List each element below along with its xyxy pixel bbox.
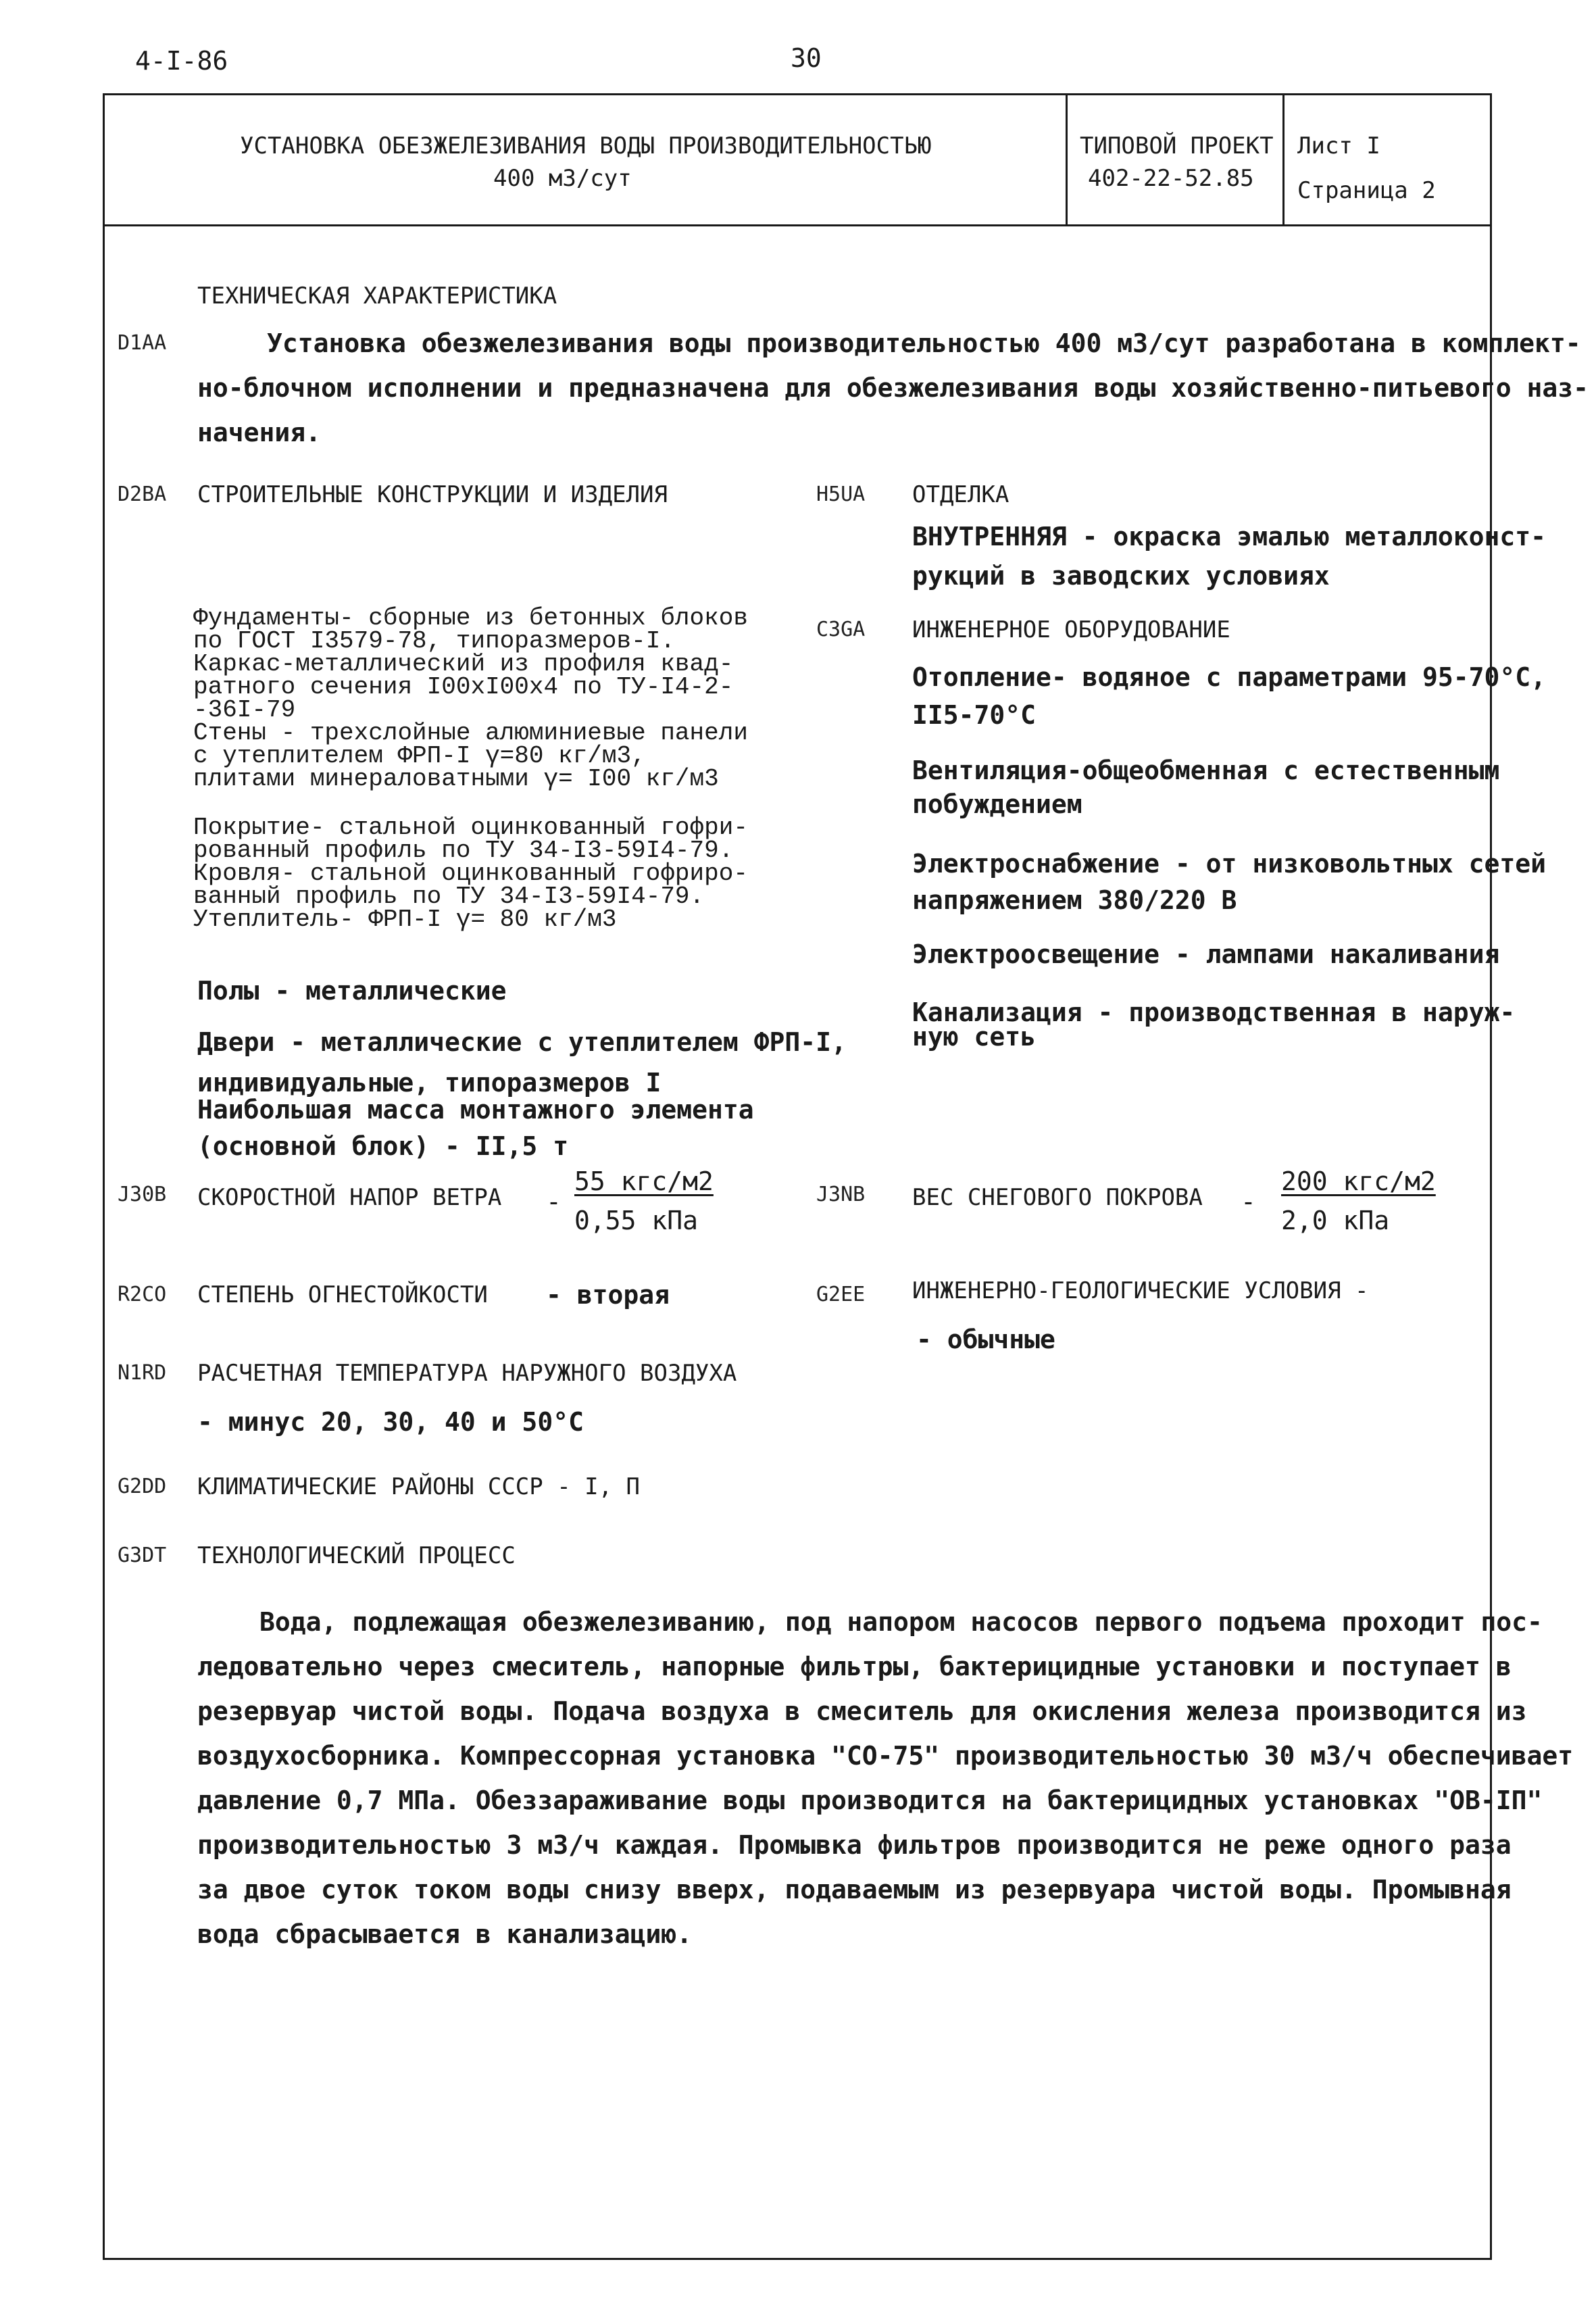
- process-line: ледовательно через смеситель, напорные фильтры, бактерицидные установки и поступает в: [197, 1652, 1512, 1681]
- sewer-line-1: Канализация - производственная в наруж-: [912, 998, 1516, 1027]
- climate-label: КЛИМАТИЧЕСКИЕ РАЙОНЫ СССР - I, П: [197, 1473, 641, 1500]
- geology-value: - обычные: [916, 1325, 1055, 1354]
- heating-line-2: II5-70°С: [912, 700, 1037, 730]
- constructions-line: Фундаменты- сборные из бетонных блоков: [193, 604, 748, 632]
- code-j30b: J30B: [118, 1183, 167, 1206]
- title-line-2: 400 м3/сут: [493, 165, 632, 192]
- constructions-line: -36I-79: [193, 696, 296, 724]
- constructions-line: Утеплитель- ФРП-I γ= 80 кг/м3: [193, 906, 617, 933]
- power-line-1: Электроснабжение - от низковольтных сетей: [912, 849, 1546, 879]
- wind-label: СКОРОСТНОЙ НАПОР ВЕТРА: [197, 1184, 502, 1211]
- doors-line: Наибольшая масса монтажного элемента: [197, 1095, 754, 1125]
- code-g2ee: G2EE: [816, 1283, 866, 1306]
- process-line: производительностью 3 м3/ч каждая. Промывка фильтров производится не реже одного раза: [197, 1830, 1512, 1860]
- constructions-line: плитами минераловатными γ= I00 кг/м3: [193, 765, 719, 793]
- code-c3ga: C3GA: [816, 618, 866, 641]
- doors-line: индивидуальные, типоразмеров I: [197, 1068, 662, 1098]
- wind-dash: -: [546, 1187, 562, 1216]
- intro-line-3: начения.: [197, 418, 322, 447]
- code-g2dd: G2DD: [118, 1475, 167, 1498]
- constructions-block-2: [193, 816, 748, 931]
- title-block-separator: [1066, 93, 1068, 226]
- snow-value-denominator: 2,0 кПа: [1281, 1206, 1390, 1235]
- power-line-2: напряжением 380/220 В: [912, 885, 1237, 915]
- code-g3dt: G3DT: [118, 1544, 167, 1567]
- sewer-line-2: ную сеть: [912, 1022, 1037, 1052]
- intro-line-2: но-блочном исполнении и предназначена для обезжелезивания воды хозяйственно-питьевого наз-: [197, 373, 1589, 403]
- process-line: резервуар чистой воды. Подача воздуха в смеситель для окисления железа производится из: [197, 1696, 1527, 1726]
- code-r2co: R2CO: [118, 1283, 167, 1306]
- constructions-line: Каркас-металлический из профиля квад-: [193, 650, 734, 678]
- constructions-line: рованный профиль по ТУ 34-I3-59I4-79.: [193, 837, 734, 864]
- lighting-line: Электроосвещение - лампами накаливания: [912, 939, 1500, 969]
- constructions-line: Стены - трехслойные алюминиевые панели: [193, 719, 748, 747]
- finishing-line-2: рукций в заводских условиях: [912, 561, 1330, 591]
- temperature-label: РАСЧЕТНАЯ ТЕМПЕРАТУРА НАРУЖНОГО ВОЗДУХА: [197, 1360, 737, 1387]
- sheet-page: Страница 2: [1297, 177, 1436, 204]
- snow-value-numerator: 200 кгс/м2: [1281, 1166, 1436, 1196]
- snow-dash: -: [1241, 1187, 1256, 1216]
- ventilation-line-2: побуждением: [912, 789, 1082, 819]
- code-j3nb: J3NB: [816, 1183, 866, 1206]
- process-heading: ТЕХНОЛОГИЧЕСКИЙ ПРОЦЕСС: [197, 1542, 516, 1569]
- code-n1rd: N1RD: [118, 1361, 167, 1385]
- process-line: Вода, подлежащая обезжелезиванию, под напором насосов первого подъема проходит пос-: [259, 1607, 1543, 1637]
- constructions-line: по ГОСТ I3579-78, типоразмеров-I.: [193, 627, 675, 655]
- process-line: давление 0,7 МПа. Обеззараживание воды производится на бактерицидных установках "ОВ-IП": [197, 1786, 1543, 1815]
- finishing-heading: ОТДЕЛКА: [912, 481, 1009, 508]
- section-heading: ТЕХНИЧЕСКАЯ ХАРАКТЕРИСТИКА: [197, 282, 557, 310]
- document-code: 4-I-86: [135, 46, 228, 76]
- floors-text: Полы - металлические: [197, 976, 507, 1006]
- sheet-number: Лист I: [1297, 132, 1380, 159]
- intro-line-1: Установка обезжелезивания воды производительностью 400 м3/сут разработана в комплект-: [267, 328, 1581, 358]
- constructions-line: Кровля- стальной оцинкованный гофриро-: [193, 860, 748, 887]
- fire-resistance-label: СТЕПЕНЬ ОГНЕСТОЙКОСТИ: [197, 1281, 488, 1308]
- constructions-heading: СТРОИТЕЛЬНЫЕ КОНСТРУКЦИИ И ИЗДЕЛИЯ: [197, 481, 668, 508]
- process-line: воздухосборника. Компрессорная установка "СО-75" производительностью 30 м3/ч обеспечивает: [197, 1741, 1574, 1771]
- wind-value-numerator: 55 кгс/м2: [574, 1166, 714, 1196]
- code-d2ba: D2BA: [118, 483, 167, 506]
- wind-value-denominator: 0,55 кПа: [574, 1206, 699, 1235]
- constructions-line: с утеплителем ФРП-I γ=80 кг/м3,: [193, 742, 646, 770]
- constructions-line: ванный профиль по ТУ 34-I3-59I4-79.: [193, 883, 705, 910]
- equipment-heading: ИНЖЕНЕРНОЕ ОБОРУДОВАНИЕ: [912, 616, 1230, 643]
- title-block-separator: [1282, 93, 1285, 226]
- geology-label: ИНЖЕНЕРНО-ГЕОЛОГИЧЕСКИЕ УСЛОВИЯ -: [912, 1277, 1369, 1304]
- snow-label: ВЕС СНЕГОВОГО ПОКРОВА: [912, 1184, 1203, 1211]
- fire-resistance-value: - вторая: [546, 1280, 670, 1310]
- process-line: за двое суток током воды снизу вверх, подаваемым из резервуара чистой воды. Промывная: [197, 1875, 1512, 1904]
- constructions-block-1: [193, 604, 748, 793]
- constructions-line: Покрытие- стальной оцинкованный гофри-: [193, 814, 748, 841]
- title-line-1: УСТАНОВКА ОБЕЗЖЕЛЕЗИВАНИЯ ВОДЫ ПРОИЗВОДИТЕЛЬНОСТЬЮ: [240, 132, 932, 159]
- code-h5ua: H5UA: [816, 483, 866, 506]
- doors-line: Двери - металлические с утеплителем ФРП-I,: [197, 1027, 847, 1057]
- temperature-value: - минус 20, 30, 40 и 50°С: [197, 1407, 584, 1437]
- process-line: вода сбрасывается в канализацию.: [197, 1919, 693, 1949]
- page-number: 30: [791, 43, 822, 73]
- project-label: ТИПОВОЙ ПРОЕКТ: [1080, 132, 1274, 159]
- constructions-line: ратного сечения I00xI00x4 по ТУ-I4-2-: [193, 673, 734, 701]
- finishing-line-1: ВНУТРЕННЯЯ - окраска эмалью металлоконст-: [912, 522, 1546, 551]
- code-d1aa: D1AA: [118, 331, 167, 355]
- ventilation-line-1: Вентиляция-общеобменная с естественным: [912, 756, 1500, 785]
- doors-line: (основной блок) - II,5 т: [197, 1131, 569, 1161]
- project-number: 402-22-52.85: [1088, 165, 1254, 192]
- heating-line-1: Отопление- водяное с параметрами 95-70°С,: [912, 662, 1546, 692]
